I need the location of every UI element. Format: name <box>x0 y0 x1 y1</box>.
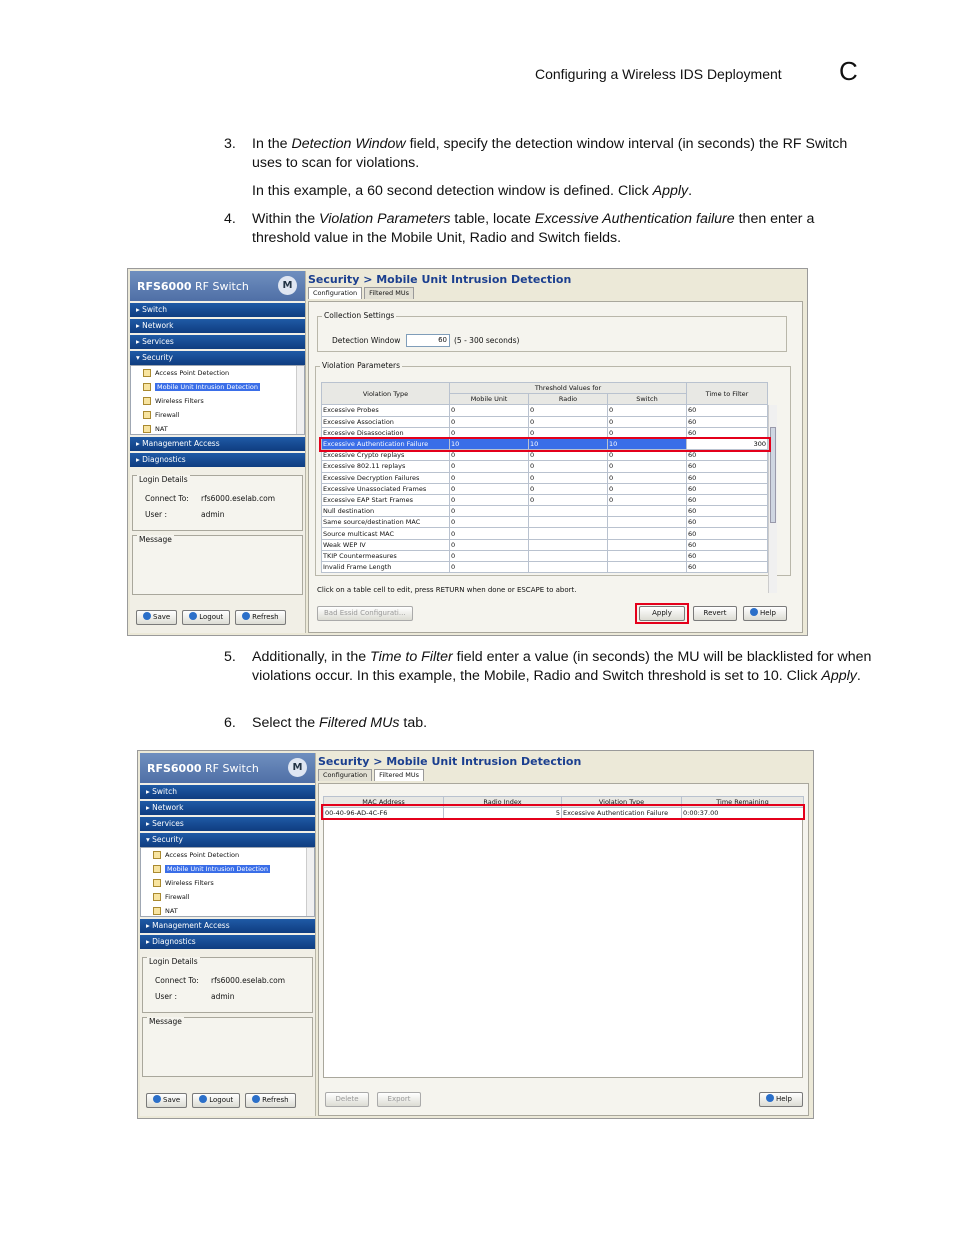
highlight-filtered-mu-row <box>321 804 805 820</box>
step-number: 5. <box>224 649 236 665</box>
help-icon <box>750 608 758 616</box>
tool-icon <box>143 411 151 419</box>
tool-icon <box>143 397 151 405</box>
edit-hint: Click on a table cell to edit, press RETURN when done or ESCAPE to abort. <box>317 586 577 594</box>
nav-diagnostics[interactable]: ▸ Diagnostics <box>130 453 305 467</box>
nav-panel <box>130 271 306 633</box>
table-row[interactable]: Source multicast MAC 0 60 <box>322 528 768 539</box>
nav-switch[interactable]: ▸ Switch <box>130 303 305 317</box>
step-5: 5. Additionally, in the Time to Filter field enter a value (in seconds) the MU will be blacklisted for when violations occur. In this example, the Mobile, Radio and Switch threshold is set to 10. Click Apply. <box>224 649 872 684</box>
col-mobile-unit: Mobile Unit <box>450 394 529 405</box>
table-row[interactable]: Same source/destination MAC 0 60 <box>322 517 768 528</box>
refresh-button[interactable]: Refresh <box>235 610 285 625</box>
violation-table <box>321 382 768 573</box>
col-violation-type: Violation Type <box>322 383 450 405</box>
tree-access-point-detection[interactable]: Access Point Detection <box>141 848 314 862</box>
detection-window-input[interactable]: 60 <box>406 334 450 347</box>
refresh-button[interactable]: Refresh <box>245 1093 295 1108</box>
tree-wireless-filters[interactable]: Wireless Filters <box>141 876 314 890</box>
logout-button[interactable]: Logout <box>182 610 230 625</box>
nav-network[interactable]: ▸ Network <box>140 801 315 815</box>
nav-management-access[interactable]: ▸ Management Access <box>130 437 305 451</box>
filtered-mus-list <box>323 796 803 1078</box>
export-button[interactable]: Export <box>377 1092 421 1107</box>
tree-access-point-detection[interactable]: Access Point Detection <box>131 366 304 380</box>
save-icon <box>153 1095 161 1103</box>
motorola-logo-icon: M <box>288 758 307 777</box>
violation-table-scrollbar[interactable] <box>768 405 777 593</box>
col-radio: Radio <box>529 394 608 405</box>
tree-nat[interactable]: NAT <box>141 904 314 918</box>
nav-management-access[interactable]: ▸ Management Access <box>140 919 315 933</box>
nav-services[interactable]: ▸ Services <box>130 335 305 349</box>
tool-icon <box>153 893 161 901</box>
configuration-content <box>308 301 803 633</box>
table-row[interactable]: Excessive Probes 0 0 0 60 <box>322 405 768 416</box>
screenshot-filtered-mus <box>137 750 814 1119</box>
tree-nat[interactable]: NAT <box>131 422 304 436</box>
help-icon <box>766 1094 774 1102</box>
tree-mobile-unit-intrusion-detection[interactable]: Mobile Unit Intrusion Detection <box>131 380 304 394</box>
highlight-excessive-auth-row <box>319 437 771 452</box>
app-title: RFS6000 RF Switch M <box>140 753 315 783</box>
login-details: Login Details Connect To: rfs6000.eselab.com User : admin <box>142 957 313 1013</box>
tab-filtered-mus[interactable]: Filtered MUs <box>364 287 414 299</box>
tool-icon <box>153 907 161 915</box>
table-row[interactable]: Weak WEP IV 0 60 <box>322 539 768 550</box>
motorola-logo-icon: M <box>278 276 297 295</box>
table-row[interactable]: Excessive Authentication Failure 10 10 10 300 <box>323 440 767 449</box>
table-row[interactable]: 00-40-96-AD-4C-F6 5 Excessive Authentication Failure 0:00:37.00 <box>324 808 804 819</box>
breadcrumb: Security > Mobile Unit Intrusion Detection <box>318 755 582 768</box>
step-3: 3. In the Detection Window field, specify the detection window interval (in seconds) the RF Switch uses to scan for violations. <box>224 136 848 171</box>
col-threshold-values: Threshold Values for <box>450 383 687 394</box>
breadcrumb: Security > Mobile Unit Intrusion Detection <box>308 273 572 286</box>
tab-configuration[interactable]: Configuration <box>318 769 372 781</box>
col-time-remaining: Time Remaining <box>682 797 804 808</box>
collection-settings: Collection Settings Detection Window 60 (5 - 300 seconds) <box>317 316 787 352</box>
delete-button[interactable]: Delete <box>325 1092 369 1107</box>
table-row[interactable]: Excessive Association 0 0 0 60 <box>322 416 768 427</box>
refresh-icon <box>242 612 250 620</box>
tool-icon <box>143 425 151 433</box>
main-panel <box>308 271 805 633</box>
message-box: Message <box>142 1017 313 1077</box>
save-button[interactable]: Save <box>136 610 177 625</box>
table-row[interactable]: Excessive EAP Start Frames 0 0 0 60 <box>322 494 768 505</box>
table-row[interactable]: Excessive Unassociated Frames 0 0 0 60 <box>322 483 768 494</box>
tree-firewall[interactable]: Firewall <box>141 890 314 904</box>
table-row[interactable]: Invalid Frame Length 0 60 <box>322 562 768 573</box>
tool-icon <box>153 865 161 873</box>
col-switch: Switch <box>608 394 687 405</box>
appendix-letter: C <box>839 56 858 86</box>
highlight-apply-button <box>635 603 689 624</box>
step-3-example: In this example, a 60 second detection window is defined. Click Apply. <box>252 183 693 199</box>
table-row[interactable]: Excessive 802.11 replays 0 0 0 60 <box>322 461 768 472</box>
tree-firewall[interactable]: Firewall <box>131 408 304 422</box>
col-time-to-filter: Time to Filter <box>687 383 768 405</box>
col-radio-index: Radio Index <box>444 797 562 808</box>
table-row[interactable]: Excessive Disassociation 0 0 0 60 <box>322 427 768 438</box>
tree-wireless-filters[interactable]: Wireless Filters <box>131 394 304 408</box>
save-icon <box>143 612 151 620</box>
step-6: 6. Select the Filtered MUs tab. <box>224 715 428 731</box>
logout-button[interactable]: Logout <box>192 1093 240 1108</box>
security-tree <box>130 365 305 435</box>
tree-mobile-unit-intrusion-detection[interactable]: Mobile Unit Intrusion Detection <box>141 862 314 876</box>
tab-configuration[interactable]: Configuration <box>308 287 362 299</box>
table-row[interactable]: Excessive Crypto replays 0 0 0 60 <box>322 450 768 461</box>
refresh-icon <box>252 1095 260 1103</box>
save-button[interactable]: Save <box>146 1093 187 1108</box>
page-header-title: Configuring a Wireless IDS Deployment <box>535 66 782 82</box>
revert-button[interactable]: Revert <box>693 606 737 621</box>
col-mac-address: MAC Address <box>324 797 444 808</box>
security-tree <box>140 847 315 917</box>
step-number: 4. <box>224 211 236 227</box>
table-row[interactable]: Excessive Decryption Failures 0 0 0 60 <box>322 472 768 483</box>
logout-icon <box>189 612 197 620</box>
help-button[interactable]: Help <box>743 606 787 621</box>
main-panel <box>318 753 811 1116</box>
step-4: 4. Within the Violation Parameters table, locate Excessive Authentication failure then enter a threshold value in the Mobile Unit, Radio and Switch fields. <box>224 211 815 246</box>
nav-network[interactable]: ▸ Network <box>130 319 305 333</box>
table-row[interactable]: Null destination 0 60 <box>322 506 768 517</box>
tool-icon <box>153 879 161 887</box>
tool-icon <box>153 851 161 859</box>
apply-button[interactable]: Apply <box>639 606 685 621</box>
filtered-mus-content <box>318 783 809 1116</box>
tab-filtered-mus[interactable]: Filtered MUs <box>374 769 424 781</box>
message-box: Message <box>132 535 303 595</box>
nav-security[interactable]: ▾ Security <box>130 351 305 365</box>
logout-icon <box>199 1095 207 1103</box>
step-number: 6. <box>224 715 236 731</box>
bad-essid-button[interactable]: Bad Essid Configurati... <box>317 606 413 621</box>
tree-scrollbar[interactable] <box>296 366 304 434</box>
nav-services[interactable]: ▸ Services <box>140 817 315 831</box>
screenshot-configuration <box>127 268 808 636</box>
help-button[interactable]: Help <box>759 1092 803 1107</box>
nav-security[interactable]: ▾ Security <box>140 833 315 847</box>
nav-diagnostics[interactable]: ▸ Diagnostics <box>140 935 315 949</box>
col-violation-type: Violation Type <box>562 797 682 808</box>
tree-scrollbar[interactable] <box>306 848 314 916</box>
tool-icon <box>143 383 151 391</box>
login-details: Login Details Connect To: rfs6000.eselab.com User : admin <box>132 475 303 531</box>
table-row[interactable]: TKIP Countermeasures 0 60 <box>322 550 768 561</box>
step-number: 3. <box>224 136 236 152</box>
tool-icon <box>143 369 151 377</box>
violation-parameters: Violation Parameters <box>315 366 791 576</box>
nav-switch[interactable]: ▸ Switch <box>140 785 315 799</box>
nav-panel <box>140 753 316 1116</box>
app-title: RFS6000 RF Switch M <box>130 271 305 301</box>
